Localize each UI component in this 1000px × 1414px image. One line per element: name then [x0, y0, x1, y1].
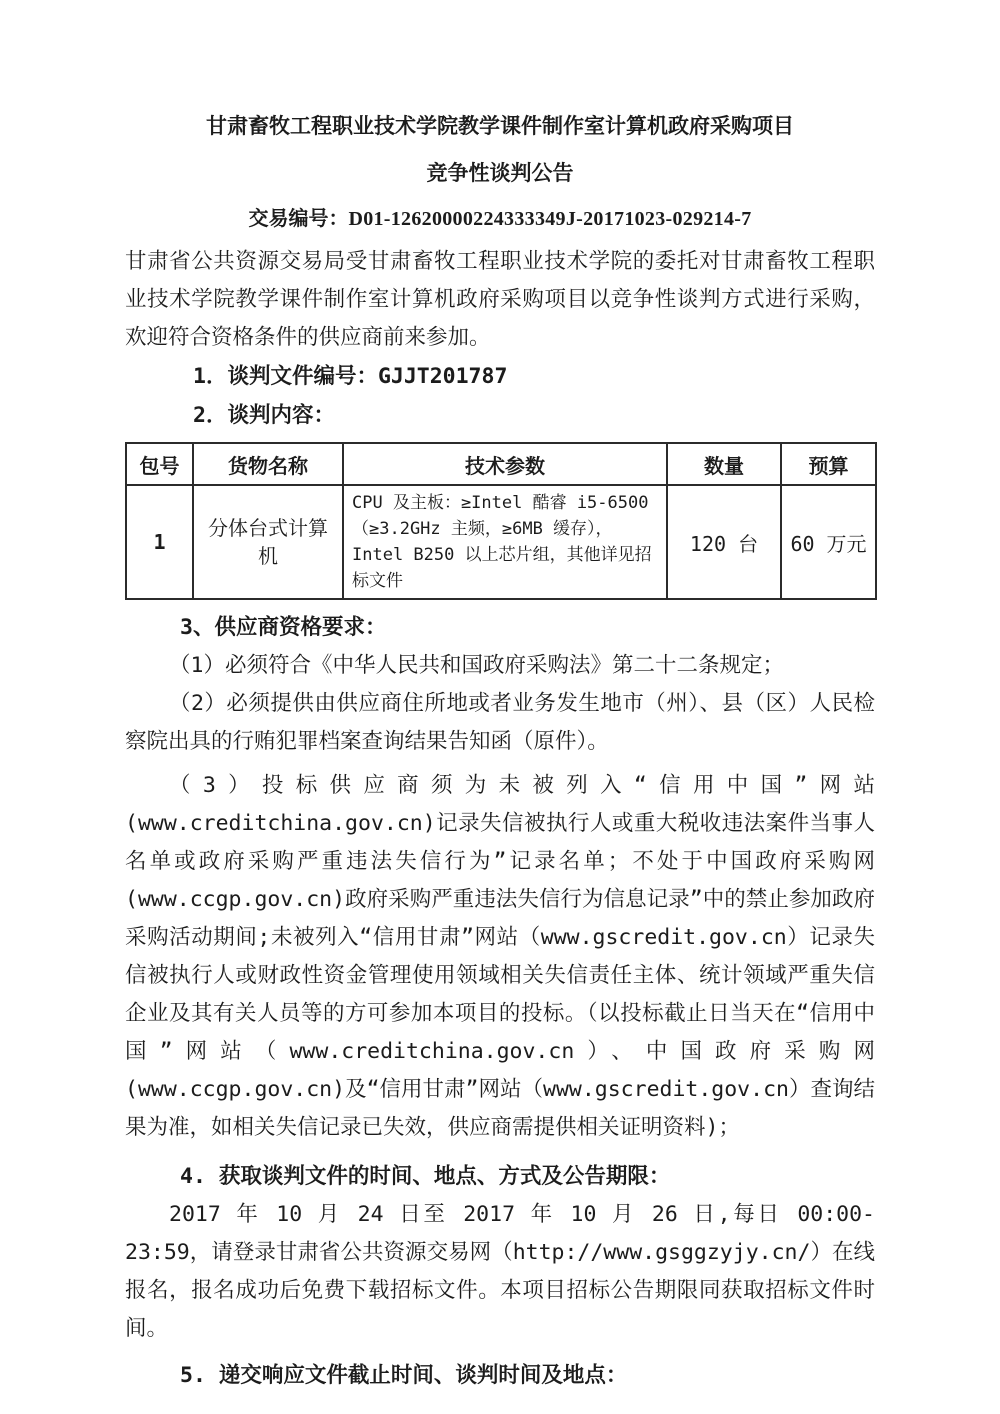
requirement-1: （1）必须符合《中华人民共和国政府采购法》第二十二条规定；: [169, 653, 784, 678]
section-3-heading: 3、供应商资格要求：: [180, 615, 387, 640]
requirement-3: （3）投标供应商须为未被列入“信用中国”网站(www.creditchina.gov.cn)记录失信被执行人或重大税收违法案件当事人名单或政府采购严重违法失信行为”记录名单；不处于中国政府采购网(www.ccgp.gov.cn)政府采购严重违法失信行为信息记录”中的禁止参加政府采购活动期间;未被列入“信用甘肃”网站（www.gscredit.gov.cn）记录失信被执行人或财政性资金管理使用领域相关失信责任主体、统计领域严重失信企业及其有关人员等的方可参加本项目的投标。（以投标截止日当天在“信用中国”网站（www.creditchina.gov.cn）、中国政府采购网(www.ccgp.gov.cn)及“信用甘肃”网站（www.gscredit.gov.cn）查询结果为准，如相关失信记录已失效，供应商需提供相关证明资料)；: [125, 773, 875, 1140]
cell-goods-name: 分体台式计算机: [193, 485, 343, 599]
table-data-row: [126, 485, 876, 599]
intro-paragraph: 甘肃省公共资源交易局受甘肃畜牧工程职业技术学院的委托对甘肃畜牧工程职业技术学院教学课件制作室计算机政府采购项目以竞争性谈判方式进行采购，欢迎符合资格条件的供应商前来参加。: [125, 249, 875, 350]
column-header-budget: 预算: [781, 443, 876, 485]
column-header-tech-specs: 技术参数: [343, 443, 667, 485]
transaction-number-line: [125, 204, 875, 233]
transaction-number-label: 交易编号：: [248, 206, 349, 230]
section-5-heading: 5. 递交响应文件截止时间、谈判时间及地点：: [180, 1363, 628, 1388]
section-4-heading: 4. 获取谈判文件的时间、地点、方式及公告期限：: [180, 1164, 671, 1189]
document-subtitle: 竞争性谈判公告: [426, 161, 574, 185]
document-title: 甘肃畜牧工程职业技术学院教学课件制作室计算机政府采购项目: [206, 114, 794, 138]
requirement-2: （2）必须提供由供应商住所地或者业务发生地市（州）、县（区）人民检察院出具的行贿犯罪档案查询结果告知函（原件）。: [125, 691, 875, 754]
column-header-quantity: 数量: [667, 443, 781, 485]
cell-package-no: 1: [126, 485, 193, 599]
table-header-row: [126, 443, 876, 485]
transaction-number-value: D01-12620000224333349J-20171023-029214-7: [348, 208, 752, 230]
column-header-goods-name: 货物名称: [193, 443, 343, 485]
cell-quantity: 120 台: [667, 485, 781, 599]
item-negotiation-content: 2．谈判内容：: [193, 403, 335, 428]
item-negotiation-file-number: 1．谈判文件编号：GJJT201787: [193, 364, 508, 389]
column-header-package-no: 包号: [126, 443, 193, 485]
cell-budget: 60 万元: [781, 485, 876, 599]
section-4-paragraph: 2017 年 10 月 24 日至 2017 年 10 月 26 日,每日 00:00-23:59，请登录甘肃省公共资源交易网（http://www.gsggzyjy.cn/）在线报名，报名成功后免费下载招标文件。本项目招标公告期限同获取招标文件时间。: [125, 1202, 875, 1341]
negotiation-contents-table: [125, 442, 877, 600]
cell-tech-specs: CPU 及主板：≥Intel 酷睿 i5-6500（≥3.2GHz 主频，≥6MB 缓存），Intel B250 以上芯片组，其他详见招标文件: [343, 485, 667, 599]
